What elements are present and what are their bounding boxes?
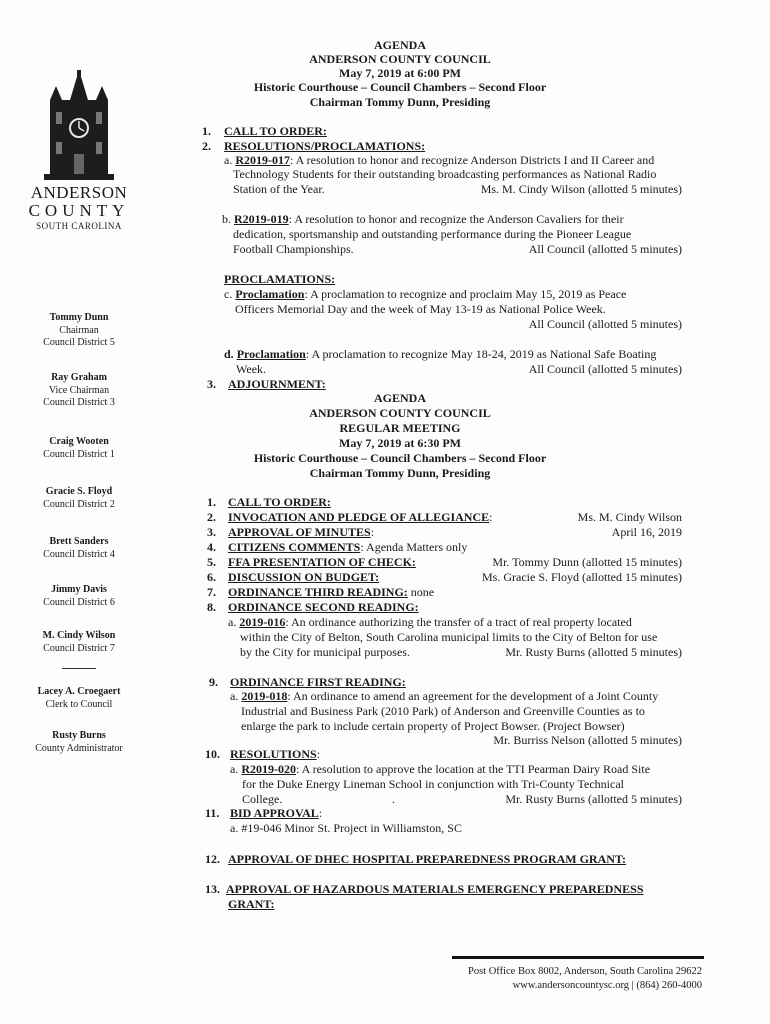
item-ordinance-first-reading: ORDINANCE FIRST READING: [230,675,406,689]
item-number: 10. [205,747,220,761]
member-name: Craig Wooten [49,436,109,447]
member-name: Jimmy Davis [51,584,107,595]
subitem-text: Football Championships. [233,242,354,256]
meeting-datetime: May 7, 2019 at 6:30 PM [339,436,461,450]
item-title: BID APPROVAL [230,806,319,820]
item-title: APPROVAL OF MINUTES [228,525,371,539]
subitem-letter: a. [230,762,242,776]
agenda-title: AGENDA [373,38,426,52]
item-number: 1. [207,495,216,509]
subitem-text: Officers Memorial Day and the week of May 13-19 as National Police Week. [235,302,606,316]
member-gracie-floyd [0,486,158,511]
item-ordinance-second-reading: ORDINANCE SECOND READING: [228,600,419,614]
subitem-text: : An ordinance to amend an agreement for the development of a Joint County [287,689,659,703]
meeting-location: Historic Courthouse – Council Chambers – Second Floor [253,80,547,94]
item-title: INVOCATION AND PLEDGE OF ALLEGIANCE [228,510,490,524]
colon: : [370,525,375,539]
stray-mark: . [392,792,395,806]
staff-role: County Administrator [35,742,123,754]
presenter: Ms. M. Cindy Wilson [577,510,682,524]
proclamation-label: Proclamation [235,287,305,301]
item-resolutions-proclamations: RESOLUTIONS/PROCLAMATIONS: [224,139,426,153]
org-state: SOUTH CAROLINA [36,221,122,231]
subitem-text: : A resolution to approve the location at the TTI Pearman Dairy Road Site [296,762,651,776]
member-district: Council District 3 [43,397,115,408]
colon: : [489,510,493,524]
member-name: Gracie S. Floyd [45,486,113,497]
item-dhec-grant: APPROVAL OF DHEC HOSPITAL PREPAREDNESS PROGRAM GRANT: [228,852,627,866]
staff-name: Lacey A. Croegaert [37,686,121,697]
item-number: 2. [202,139,211,153]
subitem-text: by the City for municipal purposes. [240,645,410,659]
colon: : [318,806,323,820]
proclamations-heading: PROCLAMATIONS: [224,272,336,286]
presenter: Ms. Gracie S. Floyd (allotted 15 minutes) [482,570,682,584]
sidebar [0,70,158,232]
resolution-code: R2019-019 [234,212,289,226]
member-ray-graham [0,372,158,410]
member-role: Chairman [59,324,99,336]
item-number: 6. [207,570,216,584]
council-name: ANDERSON COUNTY COUNCIL [309,52,491,66]
item-invocation [228,510,492,524]
subitem-text: Station of the Year. [233,182,325,196]
member-district: Council District 4 [43,548,115,560]
subitem-text: Industrial and Business Park (2010 Park) of Anderson and Greenville Counties as to [241,704,645,718]
item-call-to-order: CALL TO ORDER: [224,124,327,138]
presenter: Ms. M. Cindy Wilson (allotted 5 minutes) [480,182,682,196]
org-name: ANDERSON [30,183,128,202]
agenda-subitem [230,689,658,703]
member-brett-sanders [0,536,158,561]
staff-role: Clerk to Council [45,698,113,710]
presenter: Mr. Tommy Dunn (allotted 15 minutes) [492,555,682,569]
item-number: 12. [205,852,220,866]
member-district: Council District 2 [43,498,115,510]
subitem-letter: b. [222,212,234,226]
item-call-to-order: CALL TO ORDER: [228,495,331,509]
member-name: Ray Graham [51,372,107,383]
subitem-text: within the City of Belton, South Carolina municipal limits to the City of Belton for use [240,630,658,644]
agenda-subitem [230,762,650,776]
member-district: Council District 7 [43,642,115,654]
subitem-text: : An ordinance authorizing the transfer of a tract of real property located [285,615,632,629]
member-name: M. Cindy Wilson [42,630,116,641]
minutes-date: April 16, 2019 [611,525,682,539]
agenda-title: AGENDA [373,391,426,405]
subitem-text: Technology Students for their outstanding broadcasting performances as National Radio [233,167,657,181]
presenter: All Council (allotted 5 minutes) [528,317,682,331]
council-name: ANDERSON COUNTY COUNCIL [309,406,491,420]
subitem-letter: a. [224,153,236,167]
item-number: 9. [209,675,218,689]
item-note: none [407,585,435,599]
subitem-text: : A proclamation to recognize and proclaim May 15, 2019 as Peace [304,287,627,301]
item-citizens-comments [228,540,467,554]
county-courthouse-logo [44,70,114,180]
agenda-subitem [224,347,656,361]
divider [62,668,96,669]
presenter: All Council (allotted 5 minutes) [528,242,682,256]
item-number: 11. [205,806,220,820]
item-approval-of-minutes [228,525,374,539]
agenda-subitem [224,153,654,167]
agenda-subitem [228,615,632,629]
staff-clerk [0,686,158,711]
presenter: All Council (allotted 5 minutes) [528,362,682,376]
item-bid-approval [230,806,322,820]
footer-contact: www.andersoncountysc.org | (864) 260-4000 [512,980,702,991]
meeting-type: REGULAR MEETING [339,421,461,435]
subitem-text: : A resolution to honor and recognize the Anderson Cavaliers for their [288,212,624,226]
item-adjournment: ADJOURNMENT: [228,377,326,391]
item-resolutions [230,747,320,761]
item-title: ORDINANCE THIRD READING: [228,585,408,599]
item-number: 4. [207,540,216,554]
member-name: Brett Sanders [49,536,109,547]
member-craig-wooten [0,436,158,461]
member-jimmy-davis [0,584,158,609]
subitem-text: College. [242,792,283,806]
proclamation-label: Proclamation [236,347,306,361]
ordinance-code: 2019-018 [241,689,288,703]
item-title: CITIZENS COMMENTS [228,540,361,554]
subitem-letter: a. [228,615,240,629]
item-number: 13. [205,882,220,896]
footer-rule [452,956,704,959]
staff-name: Rusty Burns [52,730,106,741]
presenter: Mr. Rusty Burns (allotted 5 minutes) [505,645,682,659]
presenter: Mr. Rusty Burns (allotted 5 minutes) [505,792,682,806]
subitem-text: Week. [236,362,267,376]
member-district: Council District 5 [43,337,115,348]
member-district: Council District 6 [43,596,115,608]
ordinance-code: 2019-016 [239,615,286,629]
subitem-letter: a. [230,689,242,703]
member-cindy-wilson [0,630,158,655]
presiding-officer: Chairman Tommy Dunn, Presiding [309,95,491,109]
item-discussion-on-budget: DISCUSSION ON BUDGET: [228,570,380,584]
staff-administrator [0,730,158,755]
presenter: Mr. Burriss Nelson (allotted 5 minutes) [493,733,682,747]
meeting-location: Historic Courthouse – Council Chambers – Second Floor [253,451,547,465]
item-note: : Agenda Matters only [360,540,468,554]
agenda-subitem [224,287,626,301]
member-name: Tommy Dunn [49,312,109,323]
subitem-text: : A resolution to honor and recognize Anderson Districts I and II Career and [290,153,655,167]
item-number: 2. [207,510,216,524]
item-number: 3. [207,525,216,539]
item-ordinance-third-reading [228,585,434,599]
footer-address: Post Office Box 8002, Anderson, South Carolina 29622 [467,966,702,977]
colon: : [316,747,321,761]
subitem-text: enlarge the park to include certain property of Project Bowser. (Project Bowser) [241,719,625,733]
subitem-letter: c. [224,287,236,301]
item-number: 1. [202,124,211,138]
subitem-letter: d. [224,347,237,361]
item-number: 3. [207,377,216,391]
item-hazmat-grant-cont: GRANT: [228,897,275,911]
item-number: 8. [207,600,216,614]
meeting-datetime: May 7, 2019 at 6:00 PM [339,66,461,80]
item-number: 7. [207,585,216,599]
resolution-code: R2019-020 [241,762,296,776]
member-tommy-dunn [0,312,158,350]
org-county: COUNTY [28,201,130,220]
subitem-text: : A proclamation to recognize May 18-24, 2019 as National Safe Boating [305,347,657,361]
presiding-officer: Chairman Tommy Dunn, Presiding [309,466,491,480]
item-number: 5. [207,555,216,569]
item-ffa-presentation: FFA PRESENTATION OF CHECK: [228,555,416,569]
agenda-subitem [222,212,624,226]
item-title: RESOLUTIONS [230,747,317,761]
item-hazmat-grant: APPROVAL OF HAZARDOUS MATERIALS EMERGENCY PREPAREDNESS [226,882,644,896]
member-district: Council District 1 [43,448,115,460]
member-role: Vice Chairman [48,384,110,396]
subitem-text: dedication, sportsmanship and outstanding performance during the Pioneer League [233,227,632,241]
subitem-text: a. #19-046 Minor St. Project in Williamston, SC [230,821,462,835]
resolution-code: R2019-017 [235,153,290,167]
subitem-text: for the Duke Energy Lineman School in conjunction with Tri-County Technical [242,777,624,791]
